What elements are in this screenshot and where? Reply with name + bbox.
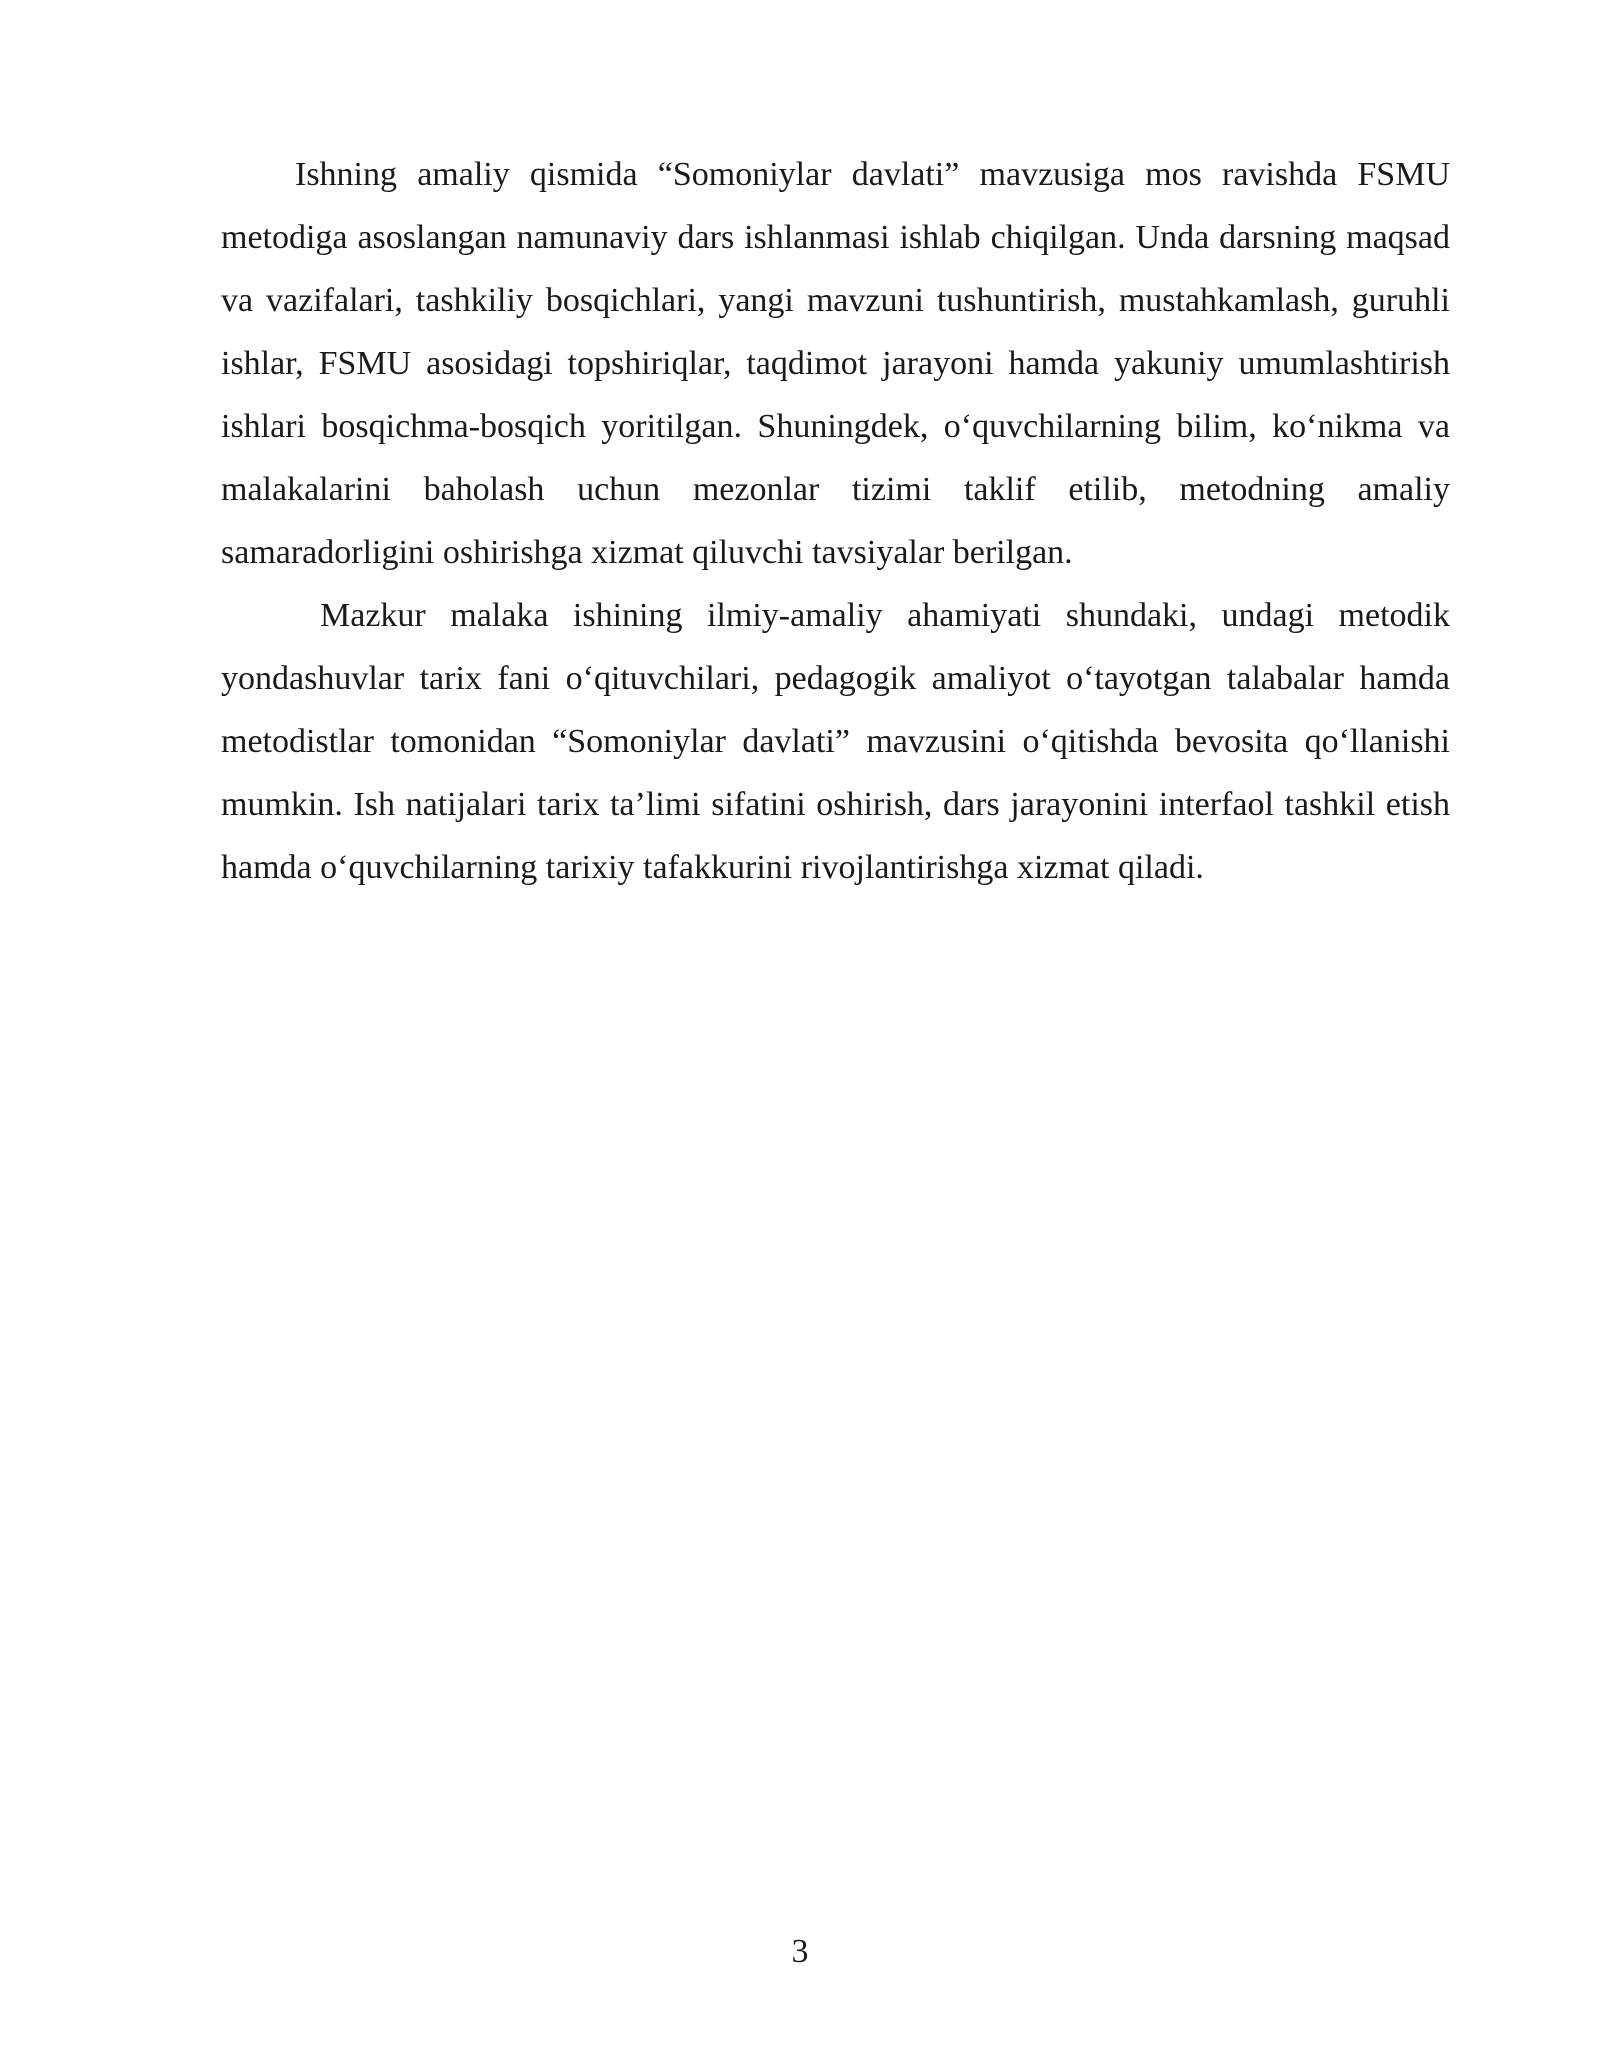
page-number: 3 xyxy=(791,1933,809,1970)
paragraph-2: Mazkur malaka ishining ilmiy-amaliy ahamiyati shundaki, undagi metodik yondashuvlar tarix fani oʻqituvchilari, pedagogik amaliyot oʻtayotgan talabalar hamda metodistlar tomonidan “Somoniylar davlati” mavzusini oʻqitishda bevosita qoʻllanishi mumkin. Ish natijalari tarix ta’limi sifatini oshirish, dars jarayonini interfaol tashkil etish hamda oʻquvchilarning tarixiy tafakkurini rivojlantirishga xizmat qiladi. xyxy=(221,597,1450,886)
body-text xyxy=(221,143,1450,899)
paragraph-1: Ishning amaliy qismida “Somoniylar davlati” mavzusiga mos ravishda FSMU metodiga asoslangan namunaviy dars ishlanmasi ishlab chiqilgan. Unda darsning maqsad va vazifalari, tashkiliy bosqichlari, yangi mavzuni tushuntirish, mustahkamlash, guruhli ishlar, FSMU asosidagi topshiriqlar, taqdimot jarayoni hamda yakuniy umumlashtirish ishlari bosqichma-bosqich yoritilgan. Shuningdek, oʻquvchilarning bilim, koʻnikma va malakalarini baholash uchun mezonlar tizimi taklif etilib, metodning amaliy samaradorligini oshirishga xizmat qiluvchi tavsiyalar berilgan. xyxy=(221,156,1450,571)
